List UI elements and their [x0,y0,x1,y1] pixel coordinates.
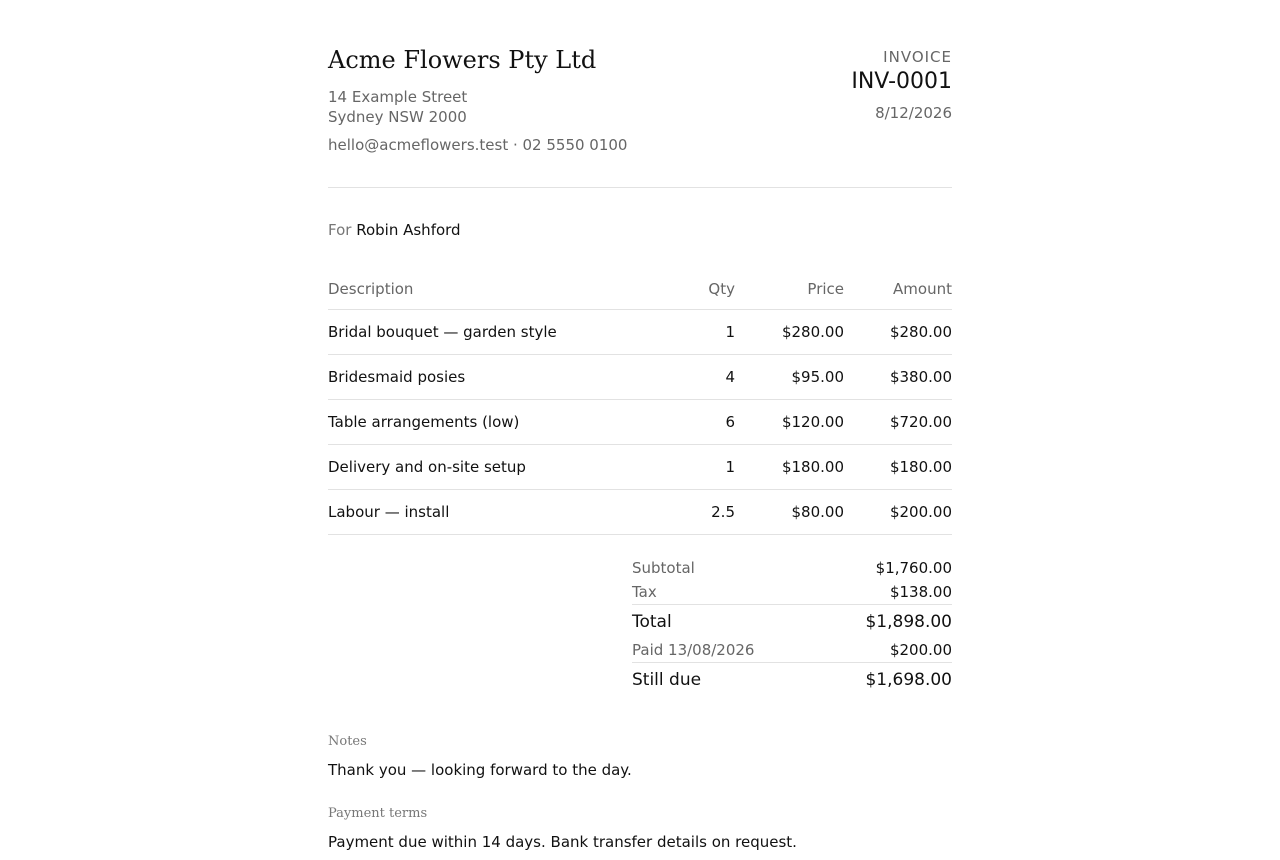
totals-block [632,556,952,696]
subtotal-value: $1,760.00 [875,559,952,577]
total-value: $1,898.00 [865,611,952,632]
still-due-value: $1,698.00 [865,669,952,690]
still-due-label: Still due [632,669,702,690]
row-amount: $380.00 [844,355,952,400]
header-price: Price [735,268,844,310]
row-price: $280.00 [735,310,844,355]
row-qty: 6 [675,400,735,445]
notes-text: Thank you — looking forward to the day. [328,761,632,779]
bill-to-name: Robin Ashford [356,221,461,239]
row-amount: $180.00 [844,445,952,490]
payment-terms-text: Payment due within 14 days. Bank transfer details on request. [328,833,797,851]
invoice-date: 8/12/2026 [875,104,952,122]
paid-label: Paid 13/08/2026 [632,641,755,659]
total-label: Total [632,611,672,632]
invoice-page [328,0,952,851]
bill-to [328,221,461,239]
invoice-label: INVOICE [883,48,952,66]
still-due-row [632,662,952,696]
tax-value: $138.00 [889,583,952,601]
table-row [328,400,952,445]
table-header-row [328,268,952,310]
row-description: Delivery and on-site setup [328,445,675,490]
line-items-table [328,268,952,535]
total-row [632,604,952,638]
row-description: Bridal bouquet — garden style [328,310,675,355]
subtotal-row [632,556,952,580]
tax-label: Tax [632,583,657,601]
row-price: $95.00 [735,355,844,400]
table-row [328,310,952,355]
business-address-line1: 14 Example Street [328,88,468,106]
subtotal-label: Subtotal [632,559,695,577]
notes-heading: Notes [328,734,367,749]
row-qty: 4 [675,355,735,400]
table-row [328,490,952,535]
row-description: Labour — install [328,490,675,535]
row-price: $180.00 [735,445,844,490]
row-qty: 1 [675,445,735,490]
row-description: Bridesmaid posies [328,355,675,400]
table-row [328,445,952,490]
invoice-number: INV-0001 [851,69,952,94]
row-price: $80.00 [735,490,844,535]
business-address-line2: Sydney NSW 2000 [328,108,467,126]
paid-value: $200.00 [889,641,952,659]
invoice-header [328,0,952,188]
row-amount: $200.00 [844,490,952,535]
business-contact: hello@acmeflowers.test · 02 5550 0100 [328,136,628,154]
bill-to-label: For [328,221,352,239]
row-amount: $720.00 [844,400,952,445]
table-row [328,355,952,400]
paid-row [632,638,952,662]
row-qty: 1 [675,310,735,355]
row-amount: $280.00 [844,310,952,355]
payment-terms-heading: Payment terms [328,806,428,821]
header-qty: Qty [675,268,735,310]
row-qty: 2.5 [675,490,735,535]
business-name: Acme Flowers Pty Ltd [328,46,597,74]
row-price: $120.00 [735,400,844,445]
row-description: Table arrangements (low) [328,400,675,445]
header-amount: Amount [844,268,952,310]
tax-row [632,580,952,604]
header-description: Description [328,268,675,310]
